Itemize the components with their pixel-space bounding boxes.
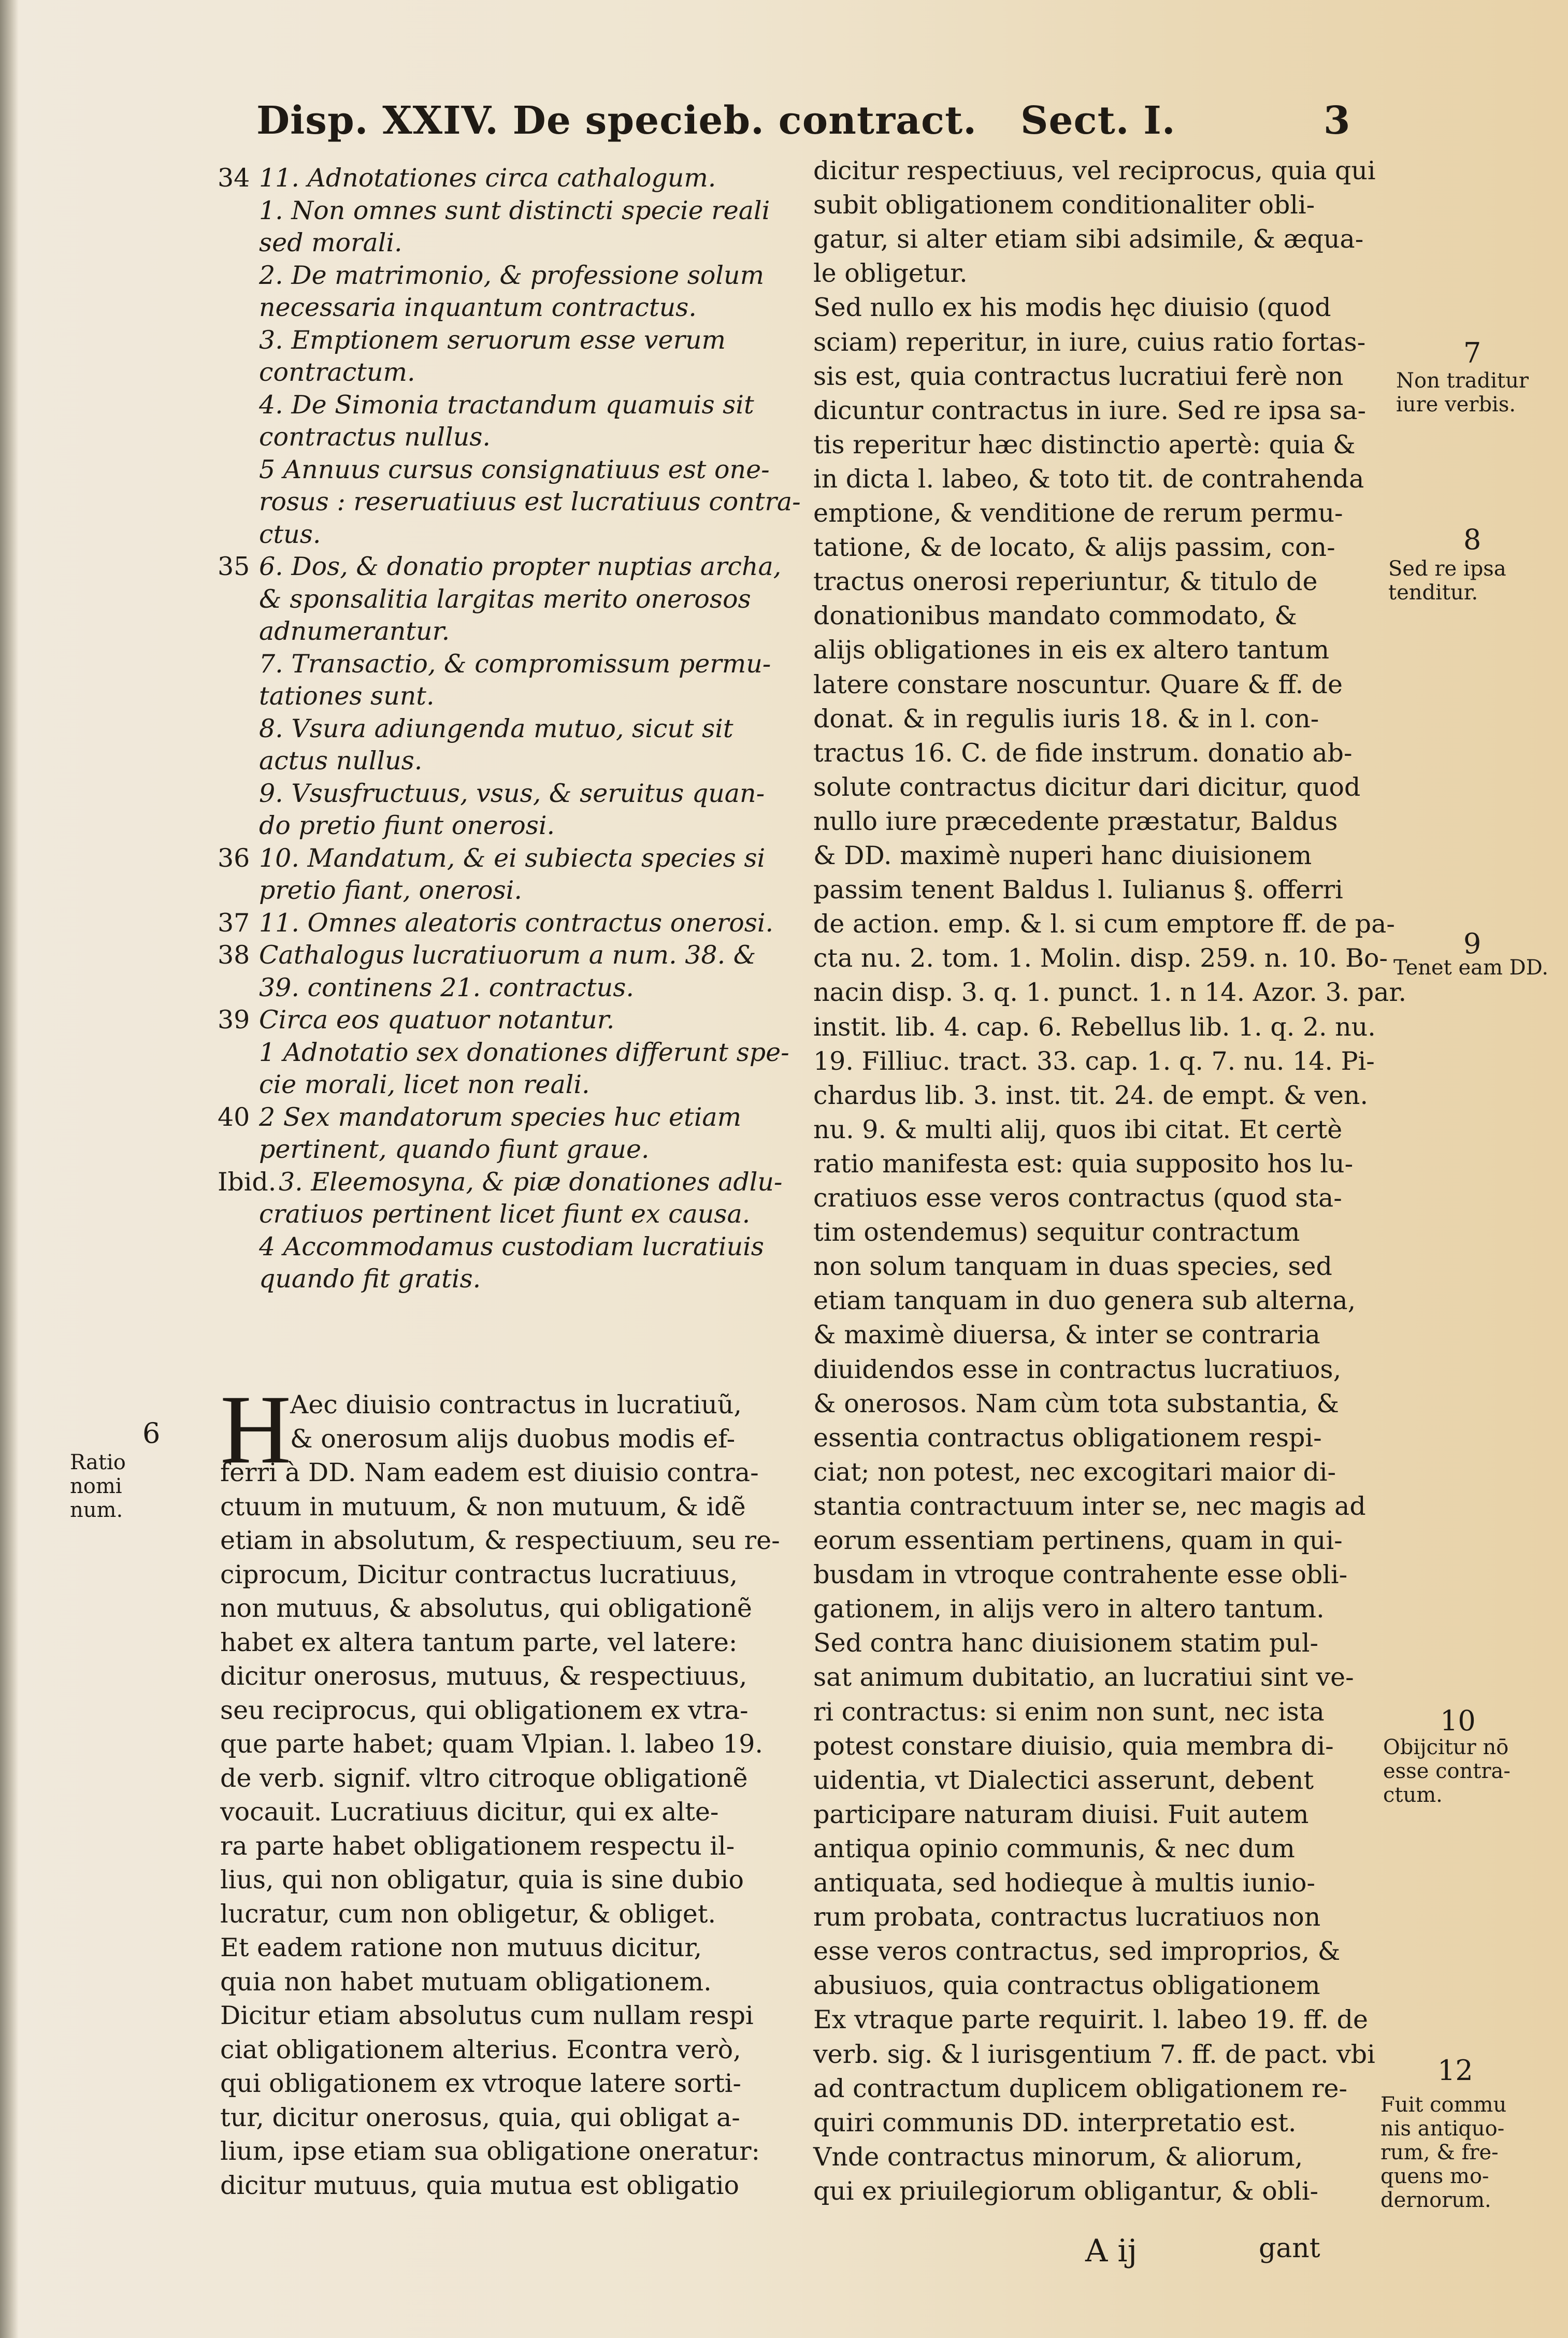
summary-line: 2. De matrimonio, & professione solum: [259, 260, 765, 290]
summary-number: 40: [218, 1102, 250, 1132]
right-body-line: passim tenent Baldus l. Iulianus §. offerri: [813, 875, 1343, 905]
summary-line: necessaria inquantum contractus.: [259, 293, 697, 322]
margin-note-text: Sed re ipsa tenditur.: [1388, 557, 1506, 605]
right-body-line: esse veros contractus, sed improprios, &: [813, 1937, 1341, 1967]
summary-line: 4. De Simonia tractandum quamuis sit: [259, 390, 754, 420]
summary-line: pretio fiant, onerosi.: [259, 876, 522, 905]
margin-note-text: Non traditur iure verbis.: [1396, 369, 1529, 417]
summary-line: pertinent, quando fiunt graue.: [259, 1135, 650, 1164]
summary-line: 4 Accommodamus custodiam lucratiuis: [259, 1231, 764, 1261]
right-body-line: nu. 9. & multi alij, quos ibi citat. Et certè: [813, 1114, 1343, 1144]
summary-line: 7. Transactio, & compromissum permu-: [259, 649, 771, 679]
right-body-line: ad contractum duplicem obligationem re-: [813, 2073, 1348, 2103]
summary-number: 34: [218, 163, 250, 193]
left-body-line: ciprocum, Dicitur contractus lucratiuus,: [220, 1559, 738, 1589]
left-body-line: habet ex altera tantum parte, vel latere:: [220, 1627, 738, 1657]
left-body-line: seu reciprocus, qui obligationem ex vtra-: [220, 1695, 749, 1725]
summary-line: contractus nullus.: [259, 422, 491, 452]
right-body-line: Sed contra hanc diuisionem statim pul-: [813, 1628, 1319, 1658]
right-body-line: non solum tanquam in duas species, sed: [813, 1252, 1332, 1282]
left-body-line: quia non habet mutuam obligationem.: [220, 1967, 712, 1997]
right-body-line: nullo iure præcedente præstatur, Baldus: [813, 806, 1338, 836]
left-body-line: ferri à DD. Nam eadem est diuisio contra-: [220, 1458, 759, 1487]
summary-line: cie morali, licet non reali.: [259, 1070, 590, 1099]
summary-line: Cathalogus lucratiuorum a num. 38. &: [259, 940, 756, 970]
left-body-line: de verb. signif. vltro citroque obligationẽ: [220, 1763, 748, 1793]
right-body-line: emptione, & venditione de rerum permu-: [813, 498, 1343, 528]
left-body-line: dicitur mutuus, quia mutua est obligatio: [220, 2170, 740, 2200]
summary-line: 9. Vsusfructuus, vsus, & seruitus quan-: [259, 778, 765, 808]
left-body-line: lius, qui non obligatur, quia is sine dubio: [220, 1865, 744, 1895]
right-body-line: uidentia, vt Dialectici asserunt, debent: [813, 1765, 1314, 1795]
right-body-line: 19. Filliuc. tract. 33. cap. 1. q. 7. nu. 14. Pi-: [813, 1046, 1375, 1076]
right-body-line: donat. & in regulis iuris 18. & in l. con-: [813, 704, 1319, 734]
right-body-line: nacin disp. 3. q. 1. punct. 1. n 14. Azor. 3. par.: [813, 978, 1407, 1008]
right-body-line: & onerosos. Nam cùm tota substantia, &: [813, 1388, 1339, 1418]
right-body-line: sis est, quia contractus lucratiui ferè non: [813, 361, 1344, 391]
margin-note-text: Tenet eam DD.: [1393, 956, 1549, 980]
summary-line: cratiuos pertinent licet fiunt ex causa.: [259, 1199, 751, 1229]
right-body-line: participare naturam diuisi. Fuit autem: [813, 1799, 1309, 1829]
right-body-line: ri contractus: si enim non sunt, nec ista: [813, 1697, 1325, 1727]
summary-line: 6. Dos, & donatio propter nuptias archa,: [259, 552, 782, 581]
right-body-line: sat animum dubitatio, an lucratiui sint ve-: [813, 1662, 1354, 1692]
margin-note-text: Obijcitur nō esse contra-ctum.: [1383, 1735, 1511, 1807]
margin-note-number: 12: [1437, 2054, 1473, 2087]
running-head-section: Sect. I.: [1020, 98, 1176, 143]
right-body-line: qui ex priuilegiorum obligantur, & obli-: [813, 2176, 1319, 2206]
binding-shadow: [0, 0, 19, 2338]
right-body-line: tractus 16. C. de fide instrum. donatio ab-: [813, 738, 1353, 768]
left-body-line: que parte habet; quam Vlpian. l. labeo 19.: [220, 1729, 763, 1759]
summary-line: 1 Adnotatio sex donationes differunt spe-: [259, 1037, 789, 1067]
left-body-line: lium, ipse etiam sua obligatione oneratur:: [220, 2136, 760, 2166]
right-body-line: in dicta l. labeo, & toto tit. de contrahenda: [813, 464, 1364, 494]
summary-line: tationes sunt.: [259, 681, 435, 711]
right-body-line: ratio manifesta est: quia supposito hos lu-: [813, 1149, 1354, 1179]
summary-line: 11. Adnotationes circa cathalogum.: [259, 163, 716, 193]
right-body-line: dicitur respectiuus, vel reciprocus, quia qui: [813, 156, 1376, 185]
summary-line: 3. Eleemosyna, & piæ donationes adlu-: [279, 1167, 783, 1197]
margin-note-number: 8: [1463, 523, 1481, 556]
summary-number: 37: [218, 908, 250, 938]
margin-note-number: 9: [1463, 927, 1481, 960]
right-body-line: stantia contractuum inter se, nec magis ad: [813, 1491, 1366, 1521]
right-body-line: gationem, in alijs vero in altero tantum.: [813, 1594, 1325, 1624]
summary-line: actus nullus.: [259, 746, 423, 776]
summary-line: 39. continens 21. contractus.: [259, 972, 634, 1002]
right-body-line: solute contractus dicitur dari dicitur, quod: [813, 772, 1361, 802]
summary-number: 35: [218, 552, 250, 581]
running-head-left: Disp. XXIV. De specieb. contract.: [256, 98, 977, 143]
right-body-line: cratiuos esse veros contractus (quod sta-: [813, 1183, 1342, 1213]
right-body-line: subit obligationem conditionaliter obli-: [813, 190, 1315, 220]
catchword: gant: [1259, 2233, 1320, 2264]
right-body-line: sciam) reperitur, in iure, cuius ratio fortas-: [813, 327, 1366, 357]
margin-note-number: 10: [1440, 1704, 1476, 1737]
summary-line: do pretio fiunt onerosi.: [259, 811, 555, 840]
right-body-line: verb. sig. & l iurisgentium 7. ff. de pact. vbi: [813, 2039, 1375, 2069]
right-body-line: quiri communis DD. interpretatio est.: [813, 2107, 1297, 2138]
summary-line: contractum.: [259, 357, 415, 387]
summary-line: 2 Sex mandatorum species huc etiam: [259, 1102, 742, 1132]
summary-number: Ibid.: [218, 1167, 277, 1197]
summary-line: adnumerantur.: [259, 616, 450, 646]
summary-line: 5 Annuus cursus consignatiuus est one-: [259, 454, 770, 484]
summary-line: 10. Mandatum, & ei subiecta species si: [259, 843, 766, 873]
summary-line: 11. Omnes aleatoris contractus onerosi.: [259, 908, 774, 938]
right-body-line: dicuntur contractus in iure. Sed re ipsa sa-: [813, 395, 1366, 425]
margin-note-text: Fuit commu nis antiquo-rum, & fre-quens mo-dernorum.: [1380, 2093, 1507, 2212]
left-body-line: & onerosum alijs duobus modis ef-: [290, 1424, 736, 1454]
right-body-line: busdam in vtroque contrahente esse obli-: [813, 1560, 1348, 1590]
right-body-line: donationibus mandato commodato, &: [813, 601, 1297, 631]
left-body-line: non mutuus, & absolutus, qui obligationẽ: [220, 1594, 752, 1623]
right-body-line: gatur, si alter etiam sibi adsimile, & æqua-: [813, 224, 1364, 254]
right-body-line: rum probata, contractus lucratiuos non: [813, 1902, 1321, 1932]
right-body-line: abusiuos, quia contractus obligationem: [813, 1971, 1320, 2001]
right-body-line: Vnde contractus minorum, & aliorum,: [813, 2142, 1303, 2172]
margin-note-number: 7: [1463, 337, 1481, 369]
left-body-line: ctuum in mutuum, & non mutuum, & idẽ: [220, 1491, 746, 1522]
left-body-line: qui obligationem ex vtroque latere sorti-: [220, 2069, 741, 2098]
summary-line: sed morali.: [259, 228, 402, 257]
summary-line: 3. Emptionem seruorum esse verum: [259, 325, 726, 355]
summary-line: quando fit gratis.: [259, 1264, 481, 1294]
right-body-line: cta nu. 2. tom. 1. Molin. disp. 259. n. 10. Bo-: [813, 943, 1388, 973]
right-body-line: instit. lib. 4. cap. 6. Rebellus lib. 1. q. 2. nu.: [813, 1012, 1376, 1042]
right-body-line: tractus onerosi reperiuntur, & titulo de: [813, 567, 1318, 597]
right-body-line: & maximè diuersa, & inter se contraria: [813, 1320, 1320, 1350]
signature-mark: A ij: [1085, 2233, 1138, 2269]
right-body-line: essentia contractus obligationem respi-: [813, 1423, 1322, 1453]
right-body-line: le obligetur.: [813, 259, 968, 289]
left-body-line: Et eadem ratione non mutuus dicitur,: [220, 1933, 702, 1962]
left-body-line: vocauit. Lucratiuus dicitur, qui ex alte-: [220, 1797, 719, 1827]
right-body-line: potest constare diuisio, quia membra di-: [813, 1731, 1334, 1761]
summary-number: 36: [218, 843, 250, 873]
left-body-line: tur, dicitur onerosus, quia, qui obligat a-: [220, 2102, 740, 2132]
right-body-line: Ex vtraque parte requirit. l. labeo 19. ff. de: [813, 2005, 1368, 2035]
summary-line: 8. Vsura adiungenda mutuo, sicut sit: [259, 713, 733, 743]
right-body-line: tis reperitur hæc distinctio apertè: quia &: [813, 429, 1356, 460]
left-body-line: ra parte habet obligationem respectu il-: [220, 1831, 735, 1861]
summary-number: 38: [218, 940, 250, 970]
left-body-line: dicitur onerosus, mutuus, & respectiuus,: [220, 1661, 747, 1691]
drop-cap: H: [220, 1375, 292, 1484]
margin-note-text: Ratio nomi num.: [70, 1451, 126, 1522]
right-body-line: antiquata, sed hodieque à multis iunio-: [813, 1868, 1316, 1898]
summary-line: ctus.: [259, 519, 321, 549]
right-body-line: de action. emp. & l. si cum emptore ff. de pa-: [813, 909, 1395, 939]
left-body-line: ciat obligationem alterius. Econtra verò,: [220, 2034, 741, 2064]
left-body-line: Dicitur etiam absolutus cum nullam respi: [220, 2001, 754, 2030]
right-body-line: etiam tanquam in duo genera sub alterna,: [813, 1286, 1356, 1316]
right-body-line: & DD. maximè nuperi hanc diuisionem: [813, 841, 1312, 870]
right-body-line: diuidendos esse in contractus lucratiuos,: [813, 1354, 1342, 1384]
right-body-line: tim ostendemus) sequitur contractum: [813, 1217, 1300, 1247]
right-body-line: chardus lib. 3. inst. tit. 24. de empt. & ven.: [813, 1080, 1369, 1110]
summary-number: 39: [218, 1005, 250, 1035]
right-body-line: ciat; non potest, nec excogitari maior di-: [813, 1457, 1336, 1487]
right-body-line: alijs obligationes in eis ex altero tantum: [813, 635, 1330, 665]
right-body-line: antiqua opinio communis, & nec dum: [813, 1833, 1295, 1863]
summary-line: rosus : reseruatiuus est lucratiuus contra-: [259, 487, 801, 517]
summary-line: & sponsalitia largitas merito onerosos: [259, 584, 751, 614]
right-body-line: Sed nullo ex his modis hęc diuisio (quod: [813, 293, 1331, 323]
right-body-line: eorum essentiam pertinens, quam in qui-: [813, 1526, 1343, 1555]
right-body-line: tatione, & de locato, & alijs passim, con-: [813, 533, 1335, 563]
right-body-line: latere constare noscuntur. Quare & ff. de: [813, 669, 1343, 699]
page-number: 3: [1324, 98, 1351, 143]
left-body-line: Aec diuisio contractus in lucratiuũ,: [290, 1390, 742, 1419]
margin-note-number: 6: [142, 1417, 161, 1450]
left-body-line: etiam in absolutum, & respectiuum, seu re-: [220, 1526, 780, 1555]
summary-line: Circa eos quatuor notantur.: [259, 1005, 615, 1035]
summary-line: 1. Non omnes sunt distincti specie reali: [259, 195, 770, 225]
left-body-line: lucratur, cum non obligetur, & obliget.: [220, 1899, 716, 1929]
